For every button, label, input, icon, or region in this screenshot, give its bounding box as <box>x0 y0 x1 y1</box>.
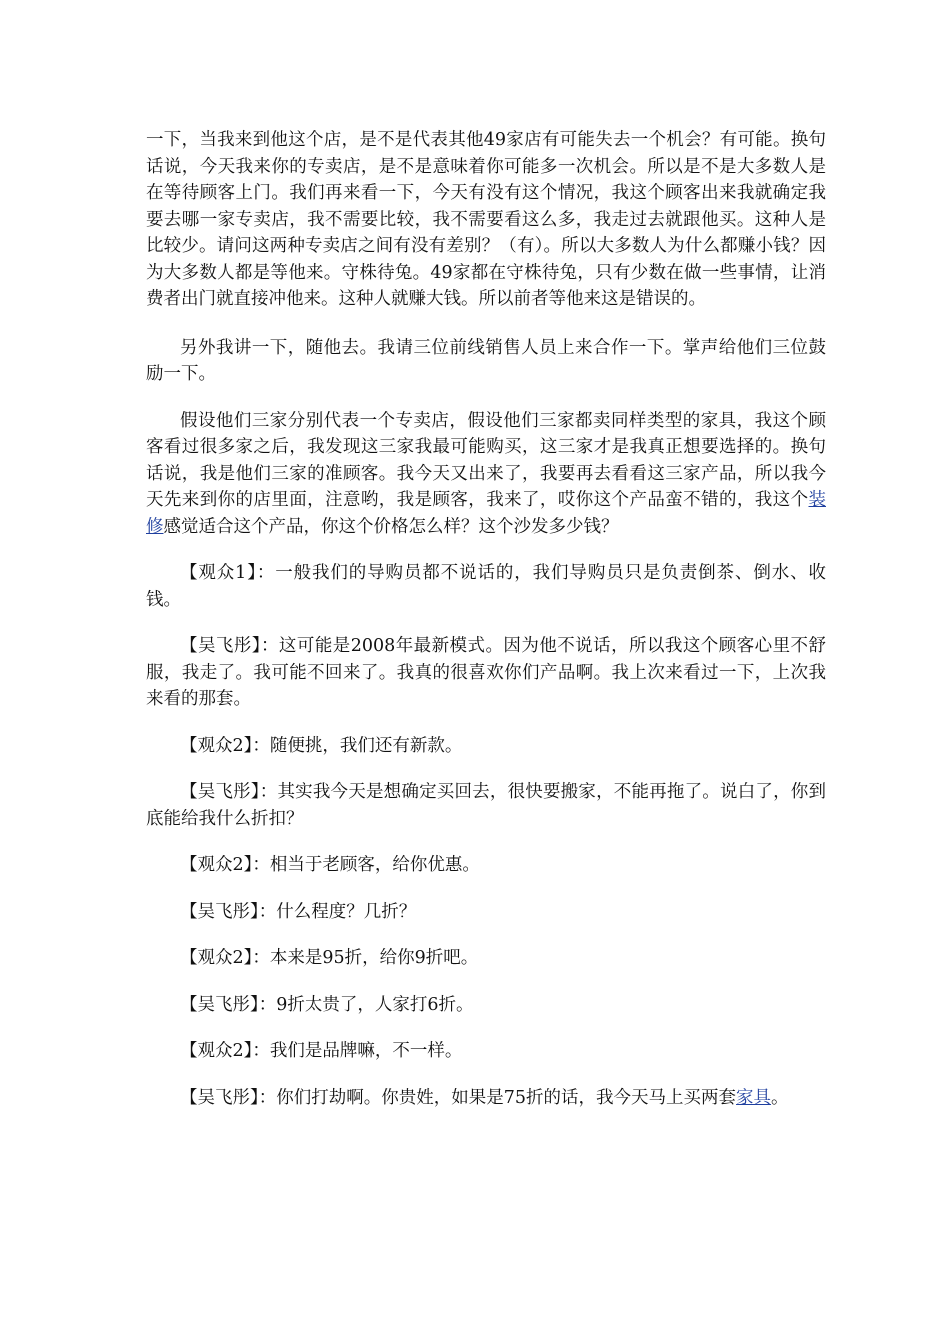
paragraph-11: 【吴飞彤】：9折太贵了，人家打6折。 <box>180 994 474 1015</box>
paragraph-13-text-after: 。 <box>771 1087 789 1108</box>
paragraph-4: 【观众1】：一般我们的导购员都不说话的，我们导购员只是负责倒茶、倒水、收钱。 <box>146 563 826 610</box>
paragraph-10: 【观众2】：本来是95折，给你9折吧。 <box>180 948 479 968</box>
furniture-link[interactable]: 家具 <box>736 1087 772 1108</box>
paragraph-5: 【吴飞彤】：这可能是2008年最新模式。因为他不说话，所以我这个顾客心里不舒服，我走了。我可能不回来了。我真的很喜欢你们产品啊。我上次来看过一下，上次我来看的那套。 <box>146 636 826 709</box>
paragraph-7: 【吴飞彤】：其实我今天是想确定买回去，很快要搬家，不能再拖了。说白了，你到底能给我什么折扣？ <box>146 782 826 829</box>
paragraph-12: 【观众2】：我们是品牌嘛，不一样。 <box>180 1041 463 1061</box>
paragraph-3 <box>146 408 826 541</box>
paragraph-3-text-after: 感觉适合这个产品，你这个价格怎么样？这个沙发多少钱？ <box>163 516 619 537</box>
paragraph-6: 【观众2】：随便挑，我们还有新款。 <box>180 735 463 756</box>
paragraph-9: 【吴飞彤】：什么程度？几折？ <box>180 901 417 922</box>
document-page <box>146 127 826 1111</box>
paragraph-13-text-before: 【吴飞彤】：你们打劫啊。你贵姓，如果是75折的话，我今天马上买两套 <box>180 1087 737 1108</box>
decoration-link[interactable]: 装修 <box>146 490 826 537</box>
paragraph-8: 【观众2】：相当于老顾客，给你优惠。 <box>180 855 480 875</box>
paragraph-13 <box>146 1085 826 1112</box>
paragraph-1: 一下，当我来到他这个店，是不是代表其他49家店有可能失去一个机会？有可能。换句话说，今天我来你的专卖店，是不是意味着你可能多一次机会。所以是不是大多数人是在等待顾客上门。我们再来看一下，今天有没有这个情况，我这个顾客出来我就确定我要去哪一家专卖店，我不需要比较，我不需要看这么多，我走过去就跟他买。这种人是比较少。请问这两种专卖店之间有没有差别？（有）。所以大多数人为什么都赚小钱？因为大多数人都是等他来。守株待兔。49家都在守株待兔，只有少数在做一些事情，让消费者出门就直接冲他来。这种人就赚大钱。所以前者等他来这是错误的。 <box>146 130 826 309</box>
paragraph-2: 另外我讲一下，随他去。我请三位前线销售人员上来合作一下。掌声给他们三位鼓励一下。 <box>146 337 826 384</box>
paragraph-3-text-before: 假设他们三家分别代表一个专卖店，假设他们三家都卖同样类型的家具，我这个顾客看过很多家之后，我发现这三家我最可能购买，这三家才是我真正想要选择的。换句话说，我是他们三家的准顾客。我今天又出来了，我要再去看看这三家产品，所以我今天先来到你的店里面，注意哟，我是顾客，我来了，哎你这个产品蛮不错的，我这个 <box>146 410 826 510</box>
